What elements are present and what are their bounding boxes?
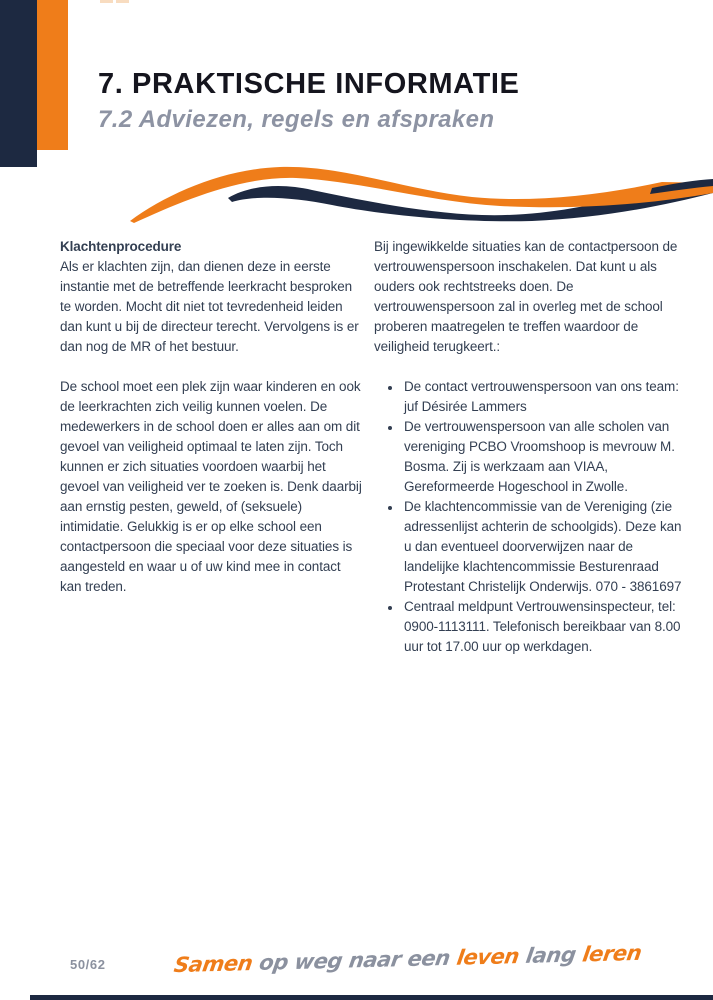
slogan-word: Samen: [172, 951, 255, 978]
brush-wave-decoration: [0, 160, 713, 230]
list-item: • De vertrouwenspersoon van alle scholen van vereniging PCBO Vroomshoop is mevrouw M. Bosma. Zij is werkzaam aan VIAA, Gereformeerde Hogeschool in Zwolle.: [402, 417, 682, 497]
page-title: 7. PRAKTISCHE INFORMATIE: [98, 68, 520, 100]
page-header: [98, 68, 520, 134]
page-number: 50/62: [70, 957, 106, 972]
two-column-body: [60, 237, 682, 657]
slogan-word: leren: [580, 940, 644, 967]
list-item: • De contact vertrouwenspersoon van ons team: juf Désirée Lammers: [402, 377, 682, 417]
slogan-word: lang: [524, 942, 578, 968]
bottom-navy-bar: [30, 995, 713, 1000]
corner-navy-bar: [0, 0, 37, 167]
contact-bullet-list: [374, 377, 682, 657]
left-column: [60, 237, 362, 657]
corner-orange-bar: [37, 0, 68, 150]
body-paragraph: Bij ingewikkelde situaties kan de contactpersoon de vertrouwenspersoon inschakelen. Dat kunt u als ouders ook rechtstreeks doen. De vertrouwenspersoon zal in overleg met de school proberen maatregelen te treffen waardoor de veiligheid terugkeert.:: [374, 239, 678, 354]
top-orange-mark: [100, 0, 113, 3]
right-column: [374, 237, 682, 657]
page-subtitle: 7.2 Adviezen, regels en afspraken: [98, 106, 495, 133]
body-paragraph: De school moet een plek zijn waar kinderen en ook de leerkrachten zich veilig kunnen voelen. De medewerkers in de school doen er alles aan om dit gevoel van veiligheid optimaal te laten zijn. Toch kunnen er zich situaties voordoen waarbij het gevoel van veiligheid ver te zoeken is. Denk daarbij aan ernstig pesten, geweld, of (seksuele) intimidatie. Gelukkig is er op elke school een contactpersoon die speciaal voor deze situaties is aangesteld en waar u of uw kind mee in contact kan treden.: [60, 379, 362, 594]
slogan-word: op weg naar een: [257, 945, 452, 975]
list-item: • De klachtencommissie van de Vereniging (zie adressenlijst achterin de schoolgids). Deze kan u dan eventueel doorverwijzen naar de landelijke klachtencommissie Besturenraad Protestant Christelijk Onderwijs. 070 - 3861697: [402, 497, 682, 597]
school-slogan: [172, 940, 644, 978]
top-orange-mark: [116, 0, 129, 3]
slogan-word: leven: [455, 944, 521, 970]
section-heading: Klachtenprocedure: [60, 239, 182, 254]
list-item: • Centraal meldpunt Vertrouwensinspecteur, tel: 0900-1113111. Telefonisch bereikbaar van 8.00 uur tot 17.00 uur op werkdagen.: [402, 597, 682, 657]
body-paragraph: Als er klachten zijn, dan dienen deze in eerste instantie met de betreffende leerkracht besproken te worden. Mocht dit niet tot tevredenheid leiden dan kunt u bij de directeur terecht. Vervolgens is er dan nog de MR of het bestuur.: [60, 259, 359, 354]
